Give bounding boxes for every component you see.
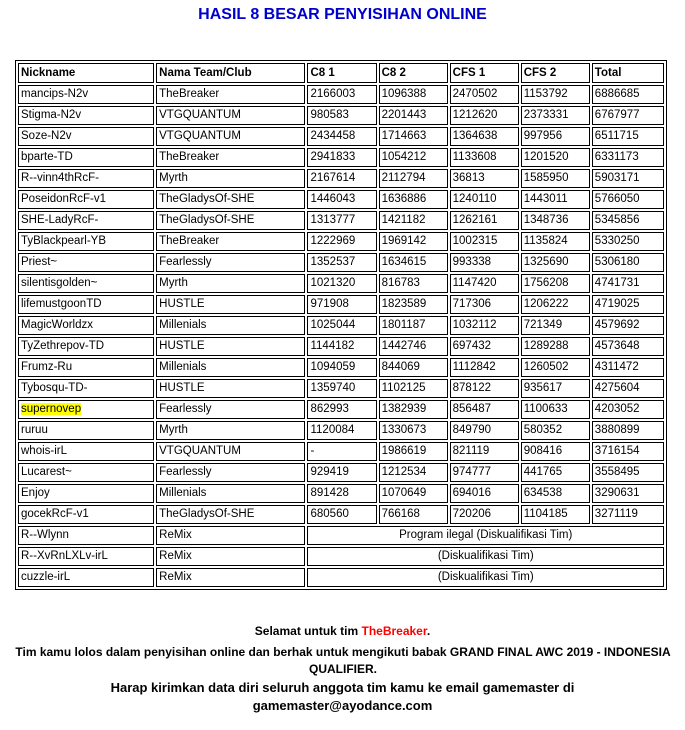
team-cell: TheBreaker (156, 85, 305, 104)
score-cell: 4719025 (592, 295, 664, 314)
score-cell: 1636886 (379, 190, 448, 209)
team-cell: ReMix (156, 547, 305, 566)
score-cell: 1096388 (379, 85, 448, 104)
column-header: Nickname (18, 63, 154, 83)
score-cell: 4203052 (592, 400, 664, 419)
team-cell: Fearlessly (156, 463, 305, 482)
nickname-cell: whois-irL (18, 442, 154, 461)
team-cell: Myrth (156, 421, 305, 440)
table-row (18, 106, 664, 125)
table-row (18, 337, 664, 356)
team-cell: Millenials (156, 358, 305, 377)
team-cell: Myrth (156, 169, 305, 188)
table-row (18, 148, 664, 167)
team-cell: Myrth (156, 274, 305, 293)
team-cell: VTGQUANTUM (156, 442, 305, 461)
score-cell: 1201520 (521, 148, 590, 167)
score-cell: 1120084 (307, 421, 376, 440)
table-row (18, 316, 664, 335)
congrats-prefix: Selamat untuk tim (254, 624, 362, 638)
table-row (18, 400, 664, 419)
score-cell: 1206222 (521, 295, 590, 314)
score-cell: 6767977 (592, 106, 664, 125)
nickname-cell: silentisgolden~ (18, 274, 154, 293)
table-row (18, 505, 664, 524)
score-cell: 4311472 (592, 358, 664, 377)
score-cell: 1313777 (307, 211, 376, 230)
score-cell: 816783 (379, 274, 448, 293)
score-cell: 1330673 (379, 421, 448, 440)
score-cell: 1443011 (521, 190, 590, 209)
disqualified-row (18, 568, 664, 587)
score-cell: 1240110 (450, 190, 519, 209)
score-cell: 6511715 (592, 127, 664, 146)
score-cell: 3716154 (592, 442, 664, 461)
score-cell: 1212534 (379, 463, 448, 482)
score-cell: 1446043 (307, 190, 376, 209)
table-row (18, 295, 664, 314)
score-cell: 1714663 (379, 127, 448, 146)
score-cell: 1634615 (379, 253, 448, 272)
email-text: gamemaster@ayodance.com (252, 698, 433, 713)
score-cell: 6886685 (592, 85, 664, 104)
team-cell: Fearlessly (156, 400, 305, 419)
table-row (18, 211, 664, 230)
table-row (18, 232, 664, 251)
score-cell: 1133608 (450, 148, 519, 167)
score-cell: 821119 (450, 442, 519, 461)
nickname-cell: R--vinn4thRcF- (18, 169, 154, 188)
nickname-cell: bparte-TD (18, 148, 154, 167)
score-cell: 1002315 (450, 232, 519, 251)
page-title: HASIL 8 BESAR PENYISIHAN ONLINE (198, 6, 487, 23)
score-cell: 1025044 (307, 316, 376, 335)
score-cell: 1032112 (450, 316, 519, 335)
score-cell: 971908 (307, 295, 376, 314)
winning-team: TheBreaker (361, 624, 427, 638)
score-cell: 1756208 (521, 274, 590, 293)
score-cell: 862993 (307, 400, 376, 419)
score-cell: 856487 (450, 400, 519, 419)
table-row (18, 379, 664, 398)
nickname-cell: cuzzle-irL (18, 568, 154, 587)
score-cell: 4741731 (592, 274, 664, 293)
score-cell: 993338 (450, 253, 519, 272)
score-cell: 1421182 (379, 211, 448, 230)
table-row (18, 358, 664, 377)
team-cell: ReMix (156, 568, 305, 587)
disqualified-row (18, 547, 664, 566)
score-cell: 2941833 (307, 148, 376, 167)
disqualified-row (18, 526, 664, 545)
score-cell: 1021320 (307, 274, 376, 293)
team-cell: VTGQUANTUM (156, 127, 305, 146)
nickname-cell: R--XvRnLXLv-irL (18, 547, 154, 566)
score-cell: 4275604 (592, 379, 664, 398)
score-cell: 634538 (521, 484, 590, 503)
score-cell: 1986619 (379, 442, 448, 461)
nickname-cell: ruruu (18, 421, 154, 440)
highlighted-nickname: supernovep (21, 403, 82, 415)
score-cell: 1382939 (379, 400, 448, 419)
score-cell: 2201443 (379, 106, 448, 125)
score-cell: - (307, 442, 376, 461)
table-row (18, 169, 664, 188)
score-cell: 3290631 (592, 484, 664, 503)
team-cell: Millenials (156, 316, 305, 335)
nickname-cell: Lucarest~ (18, 463, 154, 482)
score-cell: 2167614 (307, 169, 376, 188)
score-cell: 929419 (307, 463, 376, 482)
score-cell: 2373331 (521, 106, 590, 125)
table-header-row (18, 63, 664, 83)
team-cell: HUSTLE (156, 379, 305, 398)
score-cell: 694016 (450, 484, 519, 503)
nickname-cell: SHE-LadyRcF- (18, 211, 154, 230)
score-cell: 1100633 (521, 400, 590, 419)
disqualification-note: Program ilegal (Diskualifikasi Tim) (307, 526, 664, 545)
results-table-container (15, 60, 667, 590)
score-cell: 974777 (450, 463, 519, 482)
score-cell: 2434458 (307, 127, 376, 146)
score-cell: 580352 (521, 421, 590, 440)
team-cell: ReMix (156, 526, 305, 545)
table-row (18, 484, 664, 503)
score-cell: 1352537 (307, 253, 376, 272)
score-cell: 36813 (450, 169, 519, 188)
disqualification-note: (Diskualifikasi Tim) (307, 568, 664, 587)
team-cell: VTGQUANTUM (156, 106, 305, 125)
nickname-cell: Enjoy (18, 484, 154, 503)
team-cell: TheGladysOf-SHE (156, 190, 305, 209)
table-row (18, 127, 664, 146)
results-table (16, 61, 666, 589)
table-row (18, 190, 664, 209)
score-cell: 844069 (379, 358, 448, 377)
score-cell: 1325690 (521, 253, 590, 272)
score-cell: 5306180 (592, 253, 664, 272)
column-header: C8 1 (307, 63, 376, 83)
score-cell: 1801187 (379, 316, 448, 335)
score-cell: 1102125 (379, 379, 448, 398)
score-cell: 1585950 (521, 169, 590, 188)
team-cell: Fearlessly (156, 253, 305, 272)
score-cell: 997956 (521, 127, 590, 146)
column-header: CFS 2 (521, 63, 590, 83)
score-cell: 1094059 (307, 358, 376, 377)
congrats-suffix: . (426, 624, 431, 638)
score-cell: 1222969 (307, 232, 376, 251)
score-cell: 5345856 (592, 211, 664, 230)
score-cell: 697432 (450, 337, 519, 356)
score-cell: 1212620 (450, 106, 519, 125)
score-cell: 766168 (379, 505, 448, 524)
table-row (18, 421, 664, 440)
score-cell: 6331173 (592, 148, 664, 167)
score-cell: 2166003 (307, 85, 376, 104)
score-cell: 441765 (521, 463, 590, 482)
nickname-cell: Stigma-N2v (18, 106, 154, 125)
nickname-cell: gocekRcF-v1 (18, 505, 154, 524)
score-cell: 935617 (521, 379, 590, 398)
nickname-cell: Tybosqu-TD- (18, 379, 154, 398)
disqualification-note: (Diskualifikasi Tim) (307, 547, 664, 566)
score-cell: 1112842 (450, 358, 519, 377)
congrats-line (0, 624, 685, 638)
team-cell: TheBreaker (156, 232, 305, 251)
score-cell: 1260502 (521, 358, 590, 377)
score-cell: 891428 (307, 484, 376, 503)
score-cell: 1153792 (521, 85, 590, 104)
column-header: Nama Team/Club (156, 63, 305, 83)
table-row (18, 253, 664, 272)
score-cell: 878122 (450, 379, 519, 398)
team-cell: TheGladysOf-SHE (156, 211, 305, 230)
nickname-cell: MagicWorldzx (18, 316, 154, 335)
team-cell: TheGladysOf-SHE (156, 505, 305, 524)
score-cell: 5330250 (592, 232, 664, 251)
score-cell: 2112794 (379, 169, 448, 188)
score-cell: 1262161 (450, 211, 519, 230)
table-row (18, 274, 664, 293)
score-cell: 721349 (521, 316, 590, 335)
nickname-cell: Soze-N2v (18, 127, 154, 146)
team-cell: HUSTLE (156, 295, 305, 314)
column-header: Total (592, 63, 664, 83)
score-cell: 1070649 (379, 484, 448, 503)
column-header: C8 2 (379, 63, 448, 83)
score-cell: 3880899 (592, 421, 664, 440)
score-cell: 1289288 (521, 337, 590, 356)
score-cell: 5766050 (592, 190, 664, 209)
score-cell: 3558495 (592, 463, 664, 482)
score-cell: 1969142 (379, 232, 448, 251)
score-cell: 2470502 (450, 85, 519, 104)
nickname-cell: mancips-N2v (18, 85, 154, 104)
score-cell: 1348736 (521, 211, 590, 230)
score-cell: 1364638 (450, 127, 519, 146)
score-cell: 4579692 (592, 316, 664, 335)
team-cell: TheBreaker (156, 148, 305, 167)
score-cell: 4573648 (592, 337, 664, 356)
score-cell: 1054212 (379, 148, 448, 167)
score-cell: 1144182 (307, 337, 376, 356)
score-cell: 717306 (450, 295, 519, 314)
score-cell: 680560 (307, 505, 376, 524)
send-text: Harap kirimkan data diri seluruh anggota tim kamu ke email gamemaster di (110, 680, 575, 695)
score-cell: 908416 (521, 442, 590, 461)
table-row (18, 442, 664, 461)
score-cell: 980583 (307, 106, 376, 125)
score-cell: 1823589 (379, 295, 448, 314)
nickname-cell: Frumz-Ru (18, 358, 154, 377)
team-cell: Millenials (156, 484, 305, 503)
score-cell: 1359740 (307, 379, 376, 398)
column-header: CFS 1 (450, 63, 519, 83)
nickname-cell: lifemustgoonTD (18, 295, 154, 314)
nickname-cell: PoseidonRcF-v1 (18, 190, 154, 209)
score-cell: 849790 (450, 421, 519, 440)
table-row (18, 463, 664, 482)
score-cell: 5903171 (592, 169, 664, 188)
nickname-cell (18, 400, 154, 419)
qualify-text: Tim kamu lolos dalam penyisihan online dan berhak untuk mengikuti babak GRAND FINAL AWC 2019 - INDONESIA QUALIFIER. (15, 645, 671, 676)
table-row (18, 85, 664, 104)
nickname-cell: TyBlackpearl-YB (18, 232, 154, 251)
nickname-cell: R--Wlynn (18, 526, 154, 545)
score-cell: 1135824 (521, 232, 590, 251)
score-cell: 3271119 (592, 505, 664, 524)
nickname-cell: Priest~ (18, 253, 154, 272)
score-cell: 1147420 (450, 274, 519, 293)
nickname-cell: TyZethrepov-TD (18, 337, 154, 356)
team-cell: HUSTLE (156, 337, 305, 356)
score-cell: 720206 (450, 505, 519, 524)
score-cell: 1442746 (379, 337, 448, 356)
score-cell: 1104185 (521, 505, 590, 524)
